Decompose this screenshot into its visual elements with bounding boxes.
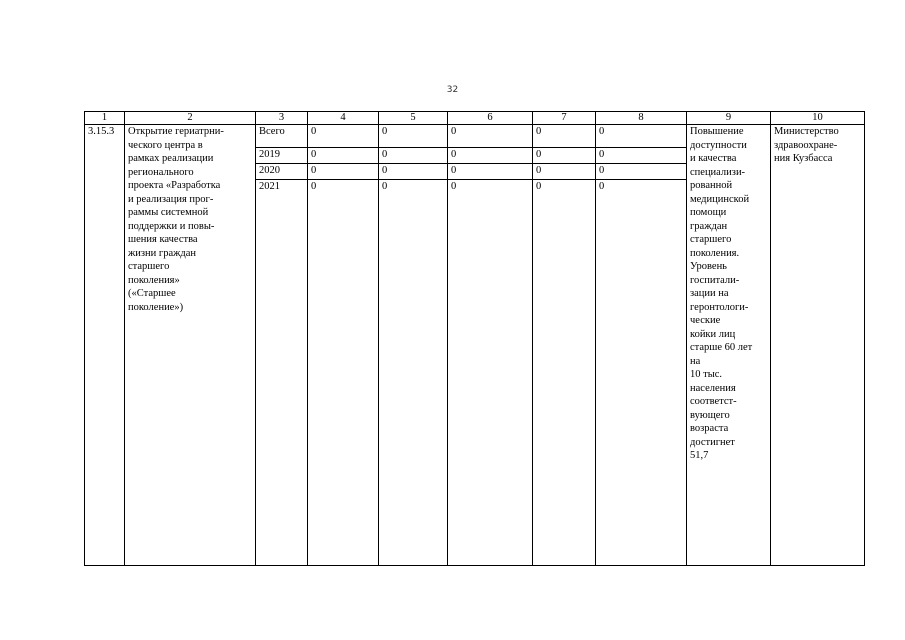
result-line: граждан <box>690 220 728 232</box>
value: 0 <box>533 164 595 180</box>
title-line: и реализация прог- <box>128 193 214 205</box>
result-cell <box>687 125 771 566</box>
result-line: на <box>690 355 701 367</box>
title-line: Открытие гериатрни- <box>128 126 224 137</box>
value: 0 <box>596 148 686 164</box>
result-line: и качества <box>690 153 737 164</box>
result-line: поколения. <box>690 247 740 259</box>
col-header: 7 <box>533 112 596 125</box>
col-header: 3 <box>256 112 308 125</box>
executor-line: ния Кузбасса <box>774 153 833 164</box>
col-header: 8 <box>596 112 687 125</box>
value: 0 <box>448 164 532 180</box>
result-line: старше 60 лет <box>690 342 753 353</box>
period-label: 2020 <box>256 164 307 180</box>
value-cell <box>596 125 687 566</box>
result-line: геронтологи- <box>690 301 749 313</box>
period-label: 2019 <box>256 148 307 164</box>
value: 0 <box>379 148 447 164</box>
period-label: Всего <box>256 125 307 148</box>
page-number: 32 <box>446 85 459 95</box>
value: 0 <box>599 181 605 192</box>
value: 0 <box>536 181 542 192</box>
result-line: ческие <box>690 315 721 326</box>
value: 0 <box>308 164 378 180</box>
col-header: 1 <box>85 112 125 125</box>
value: 0 <box>596 164 686 180</box>
col-header: 2 <box>125 112 256 125</box>
value: 0 <box>308 148 378 164</box>
period-label: 2021 <box>259 181 280 192</box>
result-line: населения <box>690 382 736 394</box>
title-line: поддержки и повы- <box>128 220 215 232</box>
title-line: регионального <box>128 166 194 178</box>
result-line: специализи- <box>690 166 746 178</box>
result-line: госпитали- <box>690 274 740 286</box>
row-number: 3.15.3 <box>85 125 125 566</box>
result-line: доступности <box>690 139 747 151</box>
value-cell <box>308 125 379 566</box>
title-line: поколения» <box>128 274 180 286</box>
title-line: ческого центра в <box>128 139 203 151</box>
result-line: рованной <box>690 180 733 191</box>
title-line: раммы системной <box>128 207 209 218</box>
col-header: 10 <box>771 112 865 125</box>
result-line: достигнет <box>690 436 735 448</box>
result-line: медицинской <box>690 193 750 205</box>
col-header: 9 <box>687 112 771 125</box>
result-line: Уровень <box>690 261 727 272</box>
row-title <box>125 125 256 566</box>
value-cell <box>448 125 533 566</box>
executor-line: здравоохране- <box>774 139 838 151</box>
title-line: жизни граждан <box>128 247 196 259</box>
result-line: возраста <box>690 423 729 434</box>
value: 0 <box>596 125 686 148</box>
header-row <box>85 112 865 125</box>
value: 0 <box>448 148 532 164</box>
title-line: («Старшее <box>128 288 176 299</box>
value: 0 <box>533 125 595 148</box>
result-line: Повышение <box>690 126 744 137</box>
executor-cell <box>771 125 865 566</box>
title-line: поколение») <box>128 301 184 313</box>
result-line: помощи <box>690 207 727 218</box>
title-line: шения качества <box>128 234 198 245</box>
value: 0 <box>448 125 532 148</box>
program-table <box>84 111 865 566</box>
result-line: 51,7 <box>690 450 709 461</box>
value: 0 <box>382 181 388 192</box>
col-header: 4 <box>308 112 379 125</box>
value: 0 <box>379 164 447 180</box>
title-line: рамках реализации <box>128 153 214 164</box>
result-line: старшего <box>690 234 732 245</box>
value: 0 <box>379 125 447 148</box>
result-line: 10 тыс. <box>690 369 723 380</box>
value: 0 <box>308 125 378 148</box>
value: 0 <box>533 148 595 164</box>
col-header: 5 <box>379 112 448 125</box>
period-cell <box>256 125 308 566</box>
col-header: 6 <box>448 112 533 125</box>
result-line: койки лиц <box>690 328 736 340</box>
value-cell <box>533 125 596 566</box>
result-line: соответст- <box>690 396 737 407</box>
table-row <box>85 125 865 566</box>
value: 0 <box>451 181 457 192</box>
value: 0 <box>311 181 317 192</box>
title-line: старшего <box>128 261 170 272</box>
executor-line: Министерство <box>774 126 839 137</box>
result-line: зации на <box>690 288 729 299</box>
title-line: проекта «Разработка <box>128 180 221 191</box>
result-line: вующего <box>690 409 730 421</box>
value-cell <box>379 125 448 566</box>
